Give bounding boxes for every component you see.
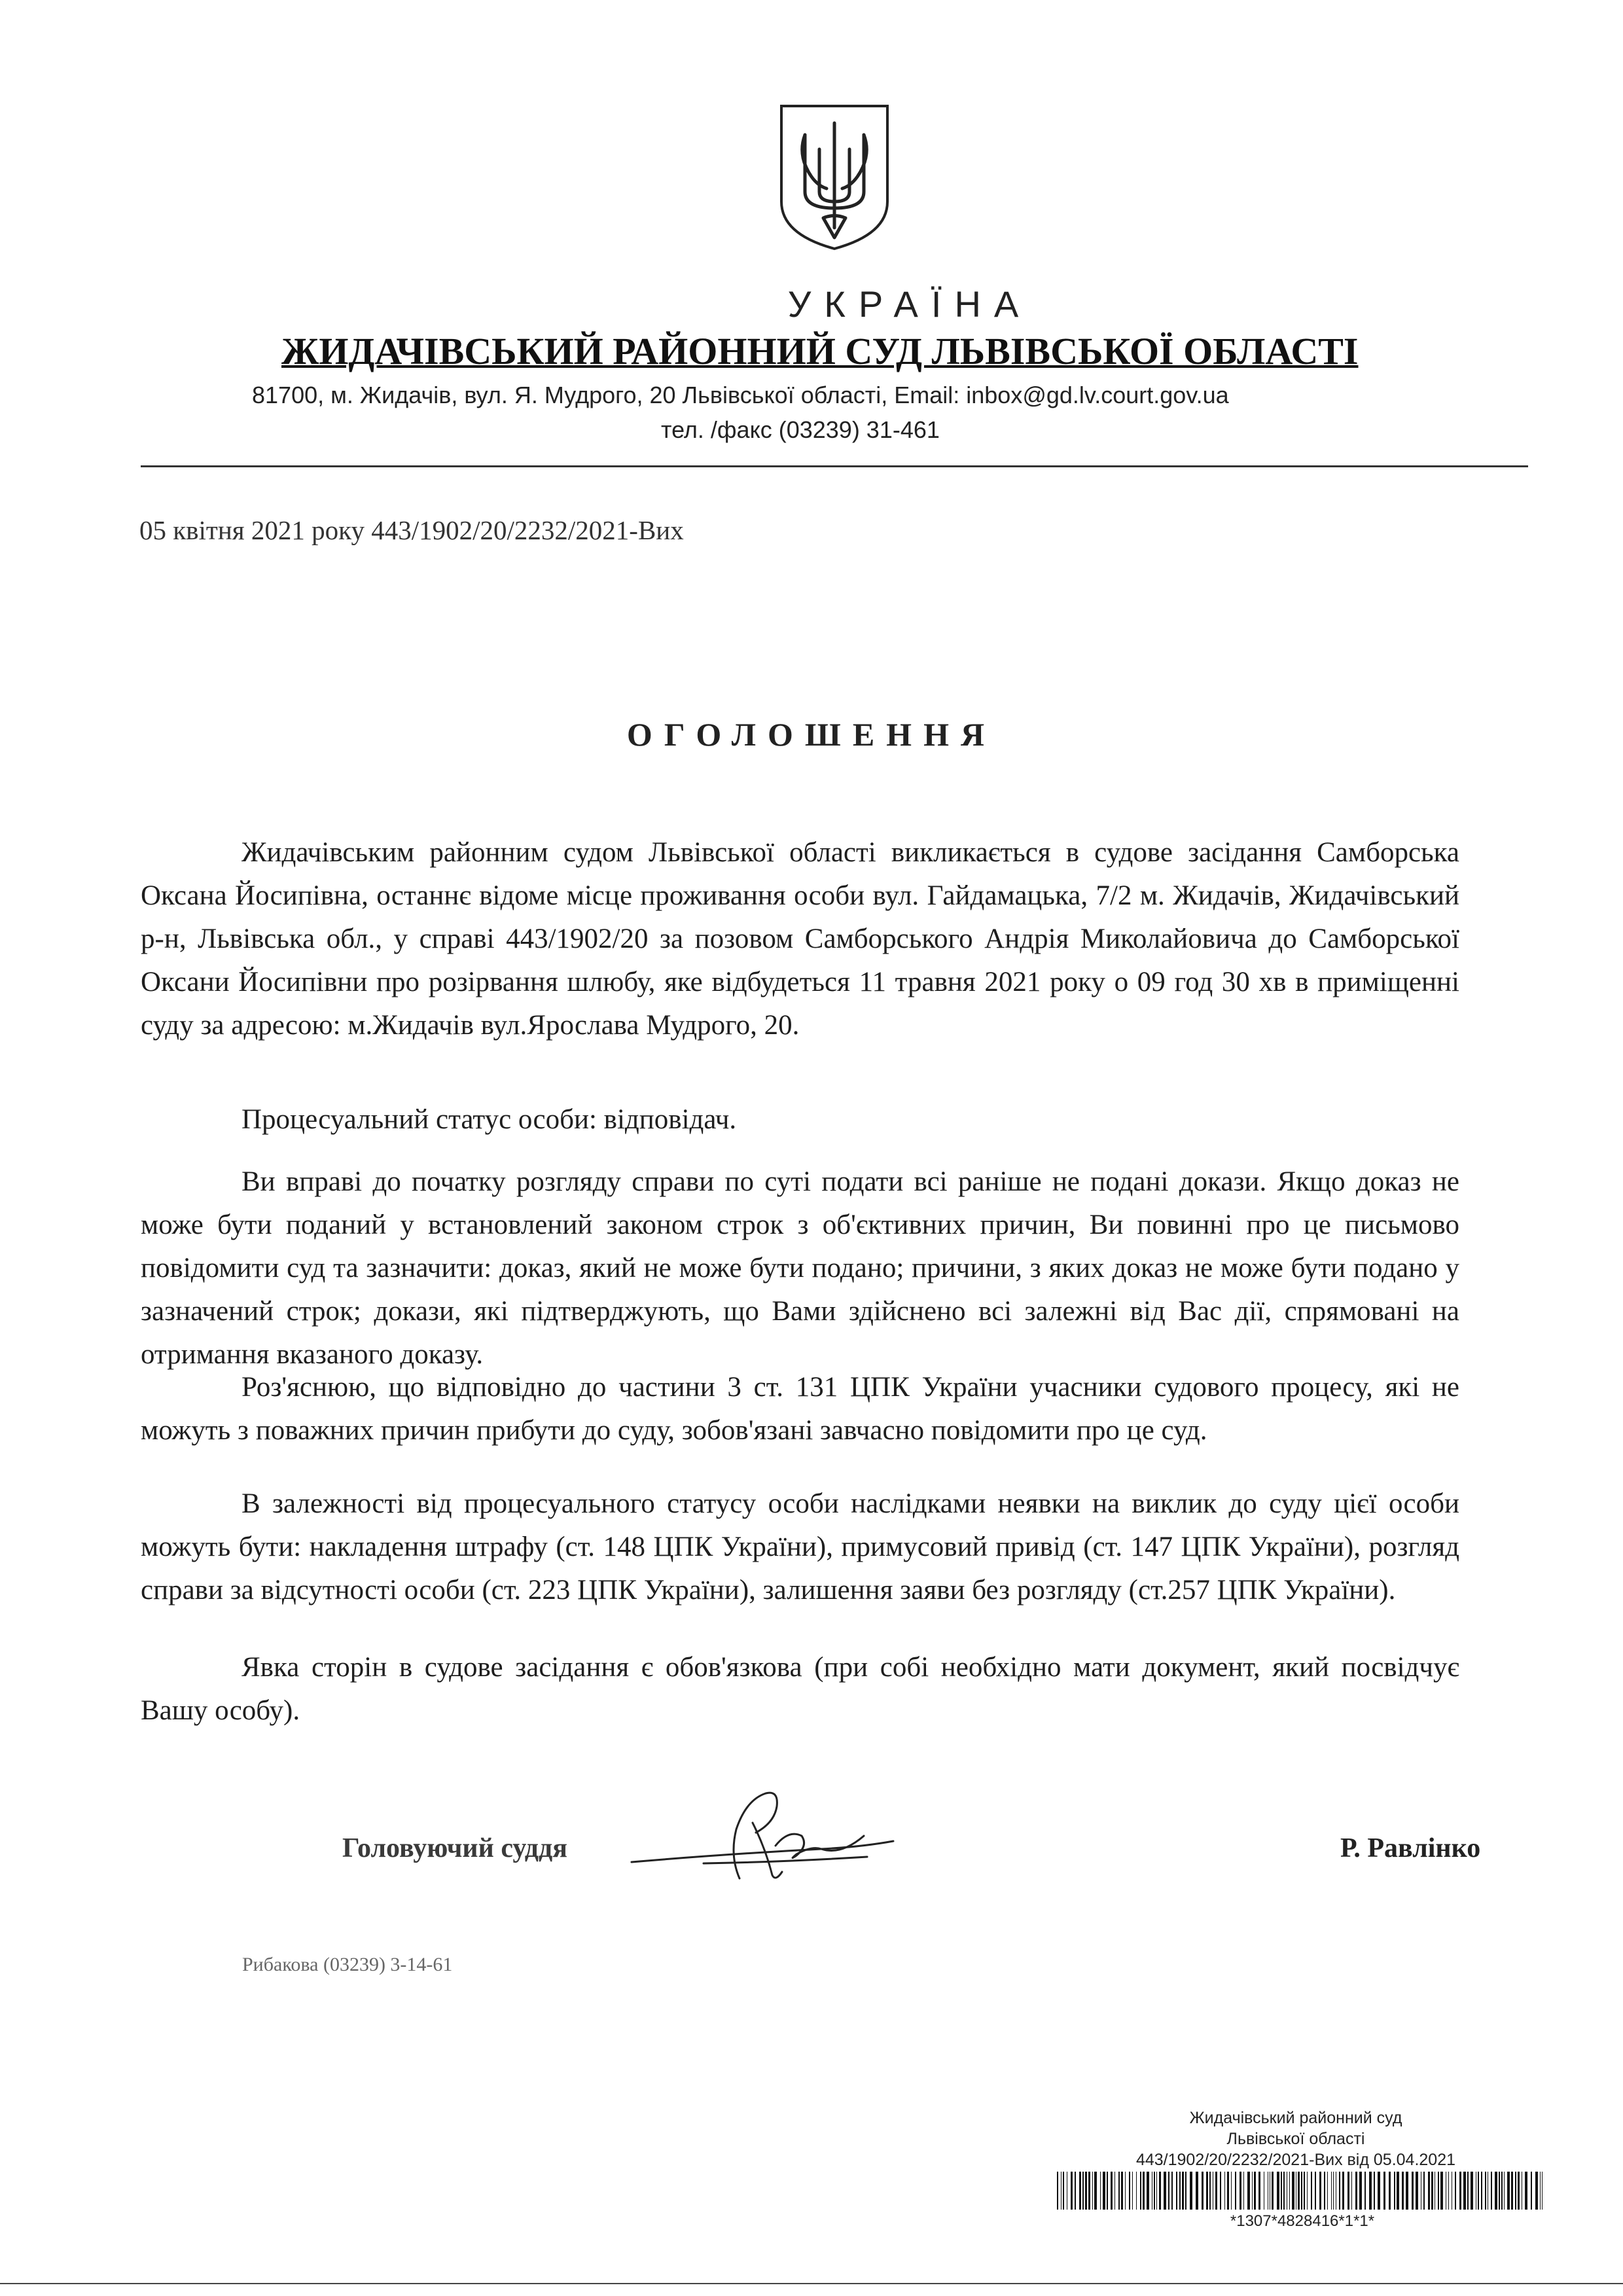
paragraph-text: Процесуальний статус особи: відповідач. <box>241 1104 737 1135</box>
paragraph-text: Роз'яснюю, що відповідно до частини 3 ст. 131 ЦПК України учасники судового процесу, які не можуть з поважних причин прибути до суду, зобов'язані завчасно повідомити про це суд. <box>141 1372 1459 1446</box>
notice-paragraph-attendance <box>141 1646 1459 1732</box>
paragraph-text: Явка сторін в судове засідання є обов'язкова (при собі необхідно мати документ, який посвідчує Вашу особу). <box>141 1652 1459 1726</box>
court-name: ЖИДАЧІВСЬКИЙ РАЙОННИЙ СУД ЛЬВІВСЬКОЇ ОБЛАСТІ <box>281 330 1359 372</box>
notice-paragraph-status <box>141 1098 1459 1141</box>
page-bottom-edge <box>0 2283 1623 2284</box>
notice-paragraph-explanation <box>141 1366 1459 1452</box>
paragraph-text: Жидачівським районним судом Львівської області викликається в судове засідання Самборська Оксана Йосипівна, останнє відоме місце проживання особи вул. Гайдамацька, 7/2 м. Жидачів, Жидачівський р-н, Львівська обл., у справі 443/1902/20 за позовом Самборського Андрія Миколайовича до Самборської Оксани Йосипівни про розірвання шлюбу, яке відбудеться 11 травня 2021 року о 09 год 30 хв в приміщенні суду за адресою: м.Жидачів вул.Ярослава Мудрого, 20. <box>141 837 1459 1041</box>
barcode <box>1057 2172 1548 2210</box>
coat-of-arms-icon <box>777 103 891 251</box>
judge-name: Р. Равлінко <box>1340 1833 1481 1863</box>
stamp-registration-number: 443/1902/20/2232/2021-Вих від 05.04.2021 <box>1135 2151 1456 2169</box>
country-heading: УКРАЇНА <box>787 283 1032 325</box>
barcode-number: *1307*4828416*1*1* <box>1230 2212 1375 2230</box>
outgoing-number: 05 квітня 2021 року 443/1902/20/2232/2021-Вих <box>139 515 684 545</box>
document-title: ОГОЛОШЕННЯ <box>626 716 997 753</box>
court-phone: тел. /факс (03239) 31-461 <box>661 416 940 443</box>
notice-paragraph-consequences <box>141 1482 1459 1612</box>
stamp-court-name: Жидачівський районний суд <box>1189 2109 1402 2127</box>
notice-paragraph-evidence <box>141 1160 1459 1376</box>
handwritten-signature <box>625 1784 906 1892</box>
presiding-judge-label: Головуючий суддя <box>342 1833 567 1863</box>
header-divider <box>141 465 1528 467</box>
paragraph-text: Ви вправі до початку розгляду справи по суті подати всі раніше не подані докази. Якщо доказ не може бути поданий у встановлений законом строк з об'єктивних причин, Ви повинні про це письмово повідомити суд та зазначити: доказ, який не може бути подано; причини, з яких доказ не може бути подано у зазначений строк; докази, які підтверджують, що Вами здійснено всі залежні від Вас дії, спрямовані на отримання вказаного доказу. <box>141 1166 1459 1370</box>
notice-paragraph-summons <box>141 831 1459 1047</box>
paragraph-text: В залежності від процесуального статусу особи наслідками неявки на виклик до суду цієї особи можуть бути: накладення штрафу (ст. 148 ЦПК України), примусовий привід (ст. 147 ЦПК України), розгляд справи за відсутності особи (ст. 223 ЦПК України), залишення заяви без розгляду (ст.257 ЦПК України). <box>141 1488 1459 1605</box>
stamp-region: Львівської області <box>1226 2130 1365 2148</box>
clerk-contact: Рибакова (03239) 3-14-61 <box>242 1954 453 1975</box>
court-address: 81700, м. Жидачів, вул. Я. Мудрого, 20 Львівської області, Email: inbox@gd.lv.court.gov.ua <box>252 382 1229 408</box>
